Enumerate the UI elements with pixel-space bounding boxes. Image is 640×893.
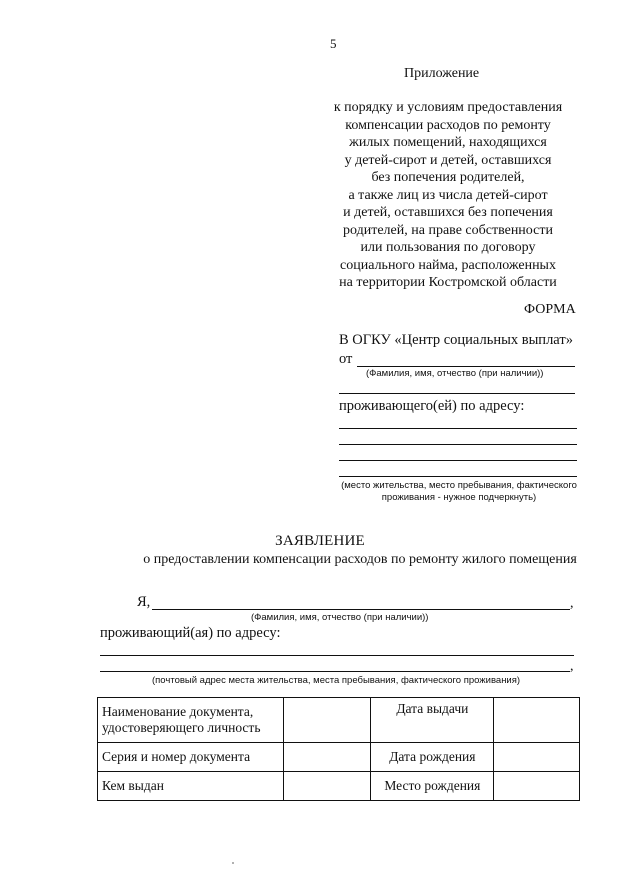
appendix-line: родителей, на праве собственности: [343, 222, 553, 238]
appendix-line: и детей, оставшихся без попечения: [343, 205, 553, 220]
identity-document-table: [97, 697, 580, 801]
issued-by-value-cell[interactable]: [283, 772, 371, 801]
addressee-address-field-1[interactable]: [339, 428, 577, 429]
appendix-title: Приложение: [404, 66, 480, 81]
applicant-address-comma: ,: [570, 659, 574, 674]
addressee-name-field-2[interactable]: [339, 393, 575, 394]
appendix-line: или пользования по договору: [360, 240, 536, 255]
appendix-line: жилых помещений, находящихся: [349, 135, 547, 150]
doc-series-number-value-cell[interactable]: [283, 743, 371, 772]
addressee-fio-caption: (Фамилия, имя, отчество (при наличии)): [366, 368, 544, 379]
table-row: [98, 743, 580, 772]
applicant-address-field-1[interactable]: [100, 655, 574, 656]
appendix-line: компенсации расходов по ремонту: [345, 117, 551, 133]
appendix-description: [300, 99, 596, 292]
scan-speck: [232, 862, 234, 864]
applicant-i-label: Я,: [137, 594, 151, 610]
birth-place-value-cell[interactable]: [494, 772, 580, 801]
addressee-address-field-4[interactable]: [339, 476, 577, 477]
doc-name-value-cell[interactable]: [283, 698, 371, 743]
statement-title: ЗАЯВЛЕНИЕ: [275, 533, 365, 549]
appendix-line: к порядку и условиям предоставления: [333, 100, 563, 115]
table-row: [98, 698, 580, 743]
birth-date-label: Дата рождения: [371, 743, 494, 772]
applicant-name-field[interactable]: [152, 609, 570, 610]
applicant-residing-label: проживающий(ая) по адресу:: [100, 625, 281, 641]
statement-subtitle: о предоставлении компенсации расходов по ремонту жилого помещения: [143, 552, 577, 567]
addressee-from-label: от: [339, 351, 353, 367]
applicant-fio-caption: (Фамилия, имя, отчество (при наличии)): [251, 612, 429, 623]
addressee-address-field-3[interactable]: [339, 460, 577, 461]
birth-place-label: Место рождения: [371, 772, 494, 801]
appendix-line: без попечения родителей,: [371, 170, 525, 185]
doc-name-label: Наименование документа, удостоверяющего личность: [98, 698, 284, 743]
applicant-address-caption: (почтовый адрес места жительства, места пребывания, фактического проживания): [152, 675, 521, 686]
applicant-address-field-2[interactable]: [100, 671, 570, 672]
appendix-line: социального найма, расположенных: [340, 257, 556, 273]
doc-series-number-label: Серия и номер документа: [98, 743, 284, 772]
issued-by-label: Кем выдан: [98, 772, 284, 801]
issue-date-label: Дата выдачи: [371, 698, 494, 743]
appendix-line: у детей-сирот и детей, оставшихся: [344, 152, 552, 168]
addressee-place-caption: (место жительства, место пребывания, фактического проживания - нужное подчеркнуть): [341, 480, 577, 503]
issue-date-value-cell[interactable]: [494, 698, 580, 743]
appendix-line: а также лиц из числа детей-сирот: [348, 187, 548, 203]
addressee-name-field[interactable]: [357, 366, 575, 367]
birth-date-value-cell[interactable]: [494, 743, 580, 772]
appendix-line: на территории Костромской области: [339, 275, 557, 290]
addressee-address-field-2[interactable]: [339, 444, 577, 445]
applicant-name-comma: ,: [570, 596, 574, 611]
page-number: 5: [330, 36, 337, 51]
addressee-to: В ОГКУ «Центр социальных выплат»: [339, 332, 573, 348]
form-label: ФОРМА: [524, 302, 576, 317]
addressee-residing-label: проживающего(ей) по адресу:: [339, 398, 525, 414]
table-row: [98, 772, 580, 801]
